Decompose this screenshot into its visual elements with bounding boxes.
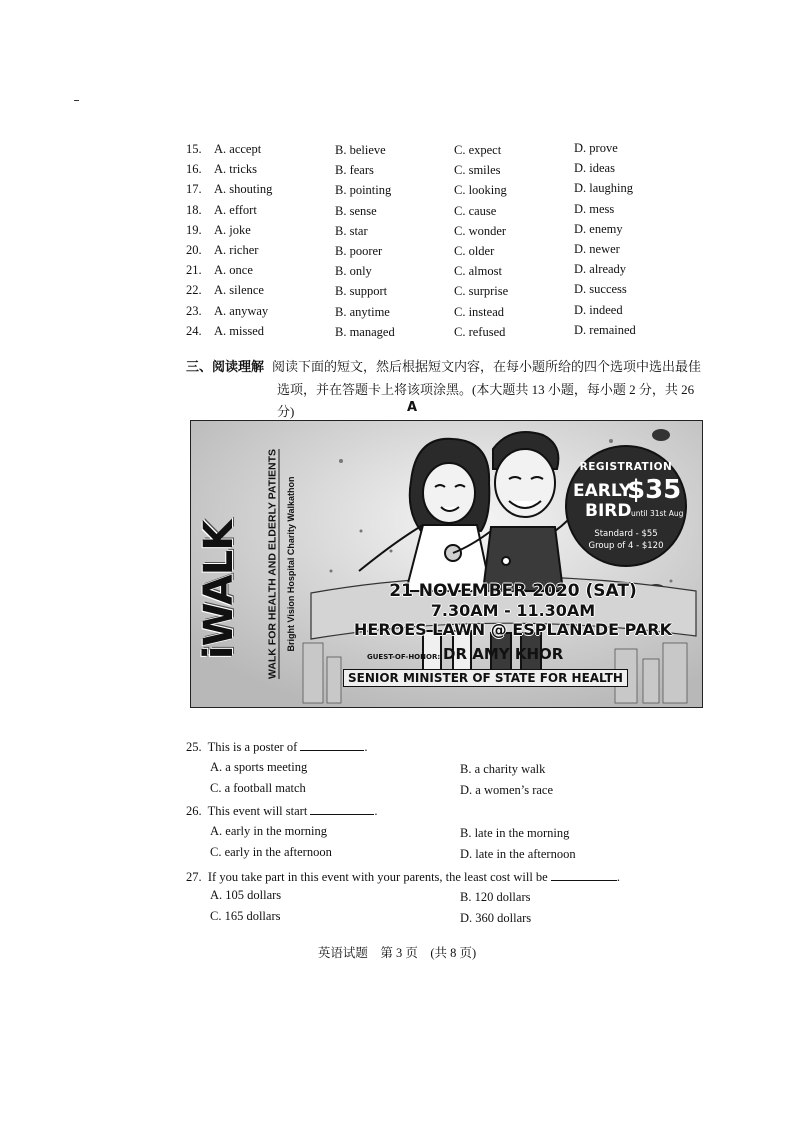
option-b: B. sense [335,203,377,218]
question-stem: This is a poster of [207,740,298,754]
option-d: D. remained [574,322,636,337]
guest-label: GUEST-OF-HONOR: [367,653,441,661]
option-27a: A. 105 dollars [210,888,282,902]
option-d: D. laughing [574,181,634,196]
event-date: 21 NOVEMBER 2020 (SAT) [389,581,637,601]
badge-price: $35 [627,475,682,505]
cloze-row [186,283,656,303]
option-c: C. expect [454,143,502,157]
option-25c: C. a football match [210,781,306,795]
question-number: 25. [186,740,202,754]
option-d: D. indeed [574,302,623,317]
option-a: A. effort [214,202,257,217]
option-b: B. support [335,284,388,299]
option-a: A. richer [214,243,259,257]
question-number: 15. [186,142,202,156]
option-a: A. silence [214,283,264,298]
option-b: B. managed [335,324,395,339]
poster-subtagline: Bright Vision Hospital Charity Walkathon [286,476,296,652]
section-title: 三、阅读理解 [186,360,265,375]
option-a: A. joke [214,222,251,237]
option-c: C. instead [454,304,504,319]
option-b: B. believe [335,143,386,157]
cloze-row [186,203,656,223]
section-heading [186,356,706,423]
question-number: 16. [186,162,202,177]
option-a: A. once [214,263,253,278]
question-number: 17. [186,182,202,197]
question-number: 23. [186,303,202,318]
cloze-row [186,304,656,324]
option-a: A. missed [214,323,264,338]
badge-standard-price: Standard - $55 [594,529,658,539]
answer-blank [310,802,374,815]
option-25a: A. a sports meeting [210,760,308,774]
option-c: C. cause [454,203,497,218]
question-number: 26. [186,804,202,818]
option-27d: D. 360 dollars [460,911,532,925]
badge-early: EARLY [573,481,632,501]
answer-blank [300,738,364,751]
question-stem: This event will start [207,804,308,818]
cloze-row [186,142,656,162]
option-25b: B. a charity walk [460,762,546,776]
badge-group-price: Group of 4 - $120 [588,541,664,551]
event-poster [190,420,703,708]
option-26b: B. late in the morning [460,826,570,840]
option-d: D. newer [574,242,620,256]
question-25: 25. This is a poster of . [186,740,368,754]
question-number: 19. [186,222,202,237]
option-26d: D. late in the afternoon [460,847,576,861]
question-number: 20. [186,243,202,257]
option-c: C. smiles [454,163,501,178]
cloze-row [186,162,656,182]
option-d: D. prove [574,141,618,155]
option-25d: D. a women’s race [460,783,554,797]
option-b: B. anytime [335,304,390,319]
scan-mark [74,100,79,101]
option-d: D. enemy [574,221,623,236]
cloze-row [186,263,656,283]
question-number: 18. [186,202,202,217]
option-d: D. already [574,262,627,277]
passage-label: A [407,400,418,415]
option-c: C. looking [454,183,507,198]
question-number: 21. [186,263,202,278]
event-time: 7.30AM - 11.30AM [430,601,596,620]
option-a: A. shouting [214,182,273,197]
guest-name: DR AMY KHOR [443,645,564,663]
iwalk-logo [197,479,241,701]
option-c: C. wonder [454,223,507,238]
option-a: A. anyway [214,303,269,318]
question-number: 27. [186,870,202,884]
question-number: 24. [186,323,202,338]
option-26a: A. early in the morning [210,824,327,838]
question-27: 27. If you take part in this event with your parents, the least cost will be . [186,870,620,884]
option-c: C. refused [454,324,506,339]
option-d: D. ideas [574,161,615,176]
event-venue: HEROES LAWN @ ESPLANADE PARK [354,620,672,639]
option-c: C. surprise [454,284,509,299]
question-26: 26. This event will start . [186,804,378,818]
section-instruction-line1: 阅读下面的短文，然后根据短文内容，在每小题所给的四个选项中选出最佳 [272,359,702,374]
option-b: B. poorer [335,244,383,258]
question-number: 22. [186,283,202,298]
cloze-row [186,243,656,263]
option-a: A. tricks [214,162,258,177]
option-b: B. only [335,264,372,279]
option-26c: C. early in the afternoon [210,845,332,859]
option-d: D. success [574,282,627,297]
cloze-row [186,223,656,243]
guest-title: SENIOR MINISTER OF STATE FOR HEALTH [343,669,628,687]
page-footer: 英语试题 第 3 页 (共 8 页) [317,946,477,960]
option-27c: C. 165 dollars [210,909,281,923]
badge-registration: REGISTRATION [579,461,673,473]
option-b: B. fears [335,163,374,178]
question-stem: If you take part in this event with your parents, the least cost will be [207,870,548,884]
option-c: C. older [454,244,495,258]
option-b: B. star [335,223,368,238]
option-d: D. mess [574,201,615,216]
cloze-row [186,324,656,344]
logo-text: iWALK [196,520,242,660]
cloze-row [186,182,656,202]
answer-blank [551,868,617,881]
badge-bird: BIRD [585,501,632,521]
section-instruction-line2: 选项，并在答题卡上将该项涂黑。(本大题共 13 小题，每小题 2 分，共 26 分) [277,382,695,419]
early-bird-badge [565,445,687,567]
poster-tagline: WALK FOR HEALTH AND ELDERLY PATIENTS [266,448,279,680]
option-b: B. pointing [335,183,392,198]
badge-until: until 31st Aug [631,509,684,518]
option-a: A. accept [214,142,262,156]
option-27b: B. 120 dollars [460,890,531,904]
option-c: C. almost [454,264,502,279]
